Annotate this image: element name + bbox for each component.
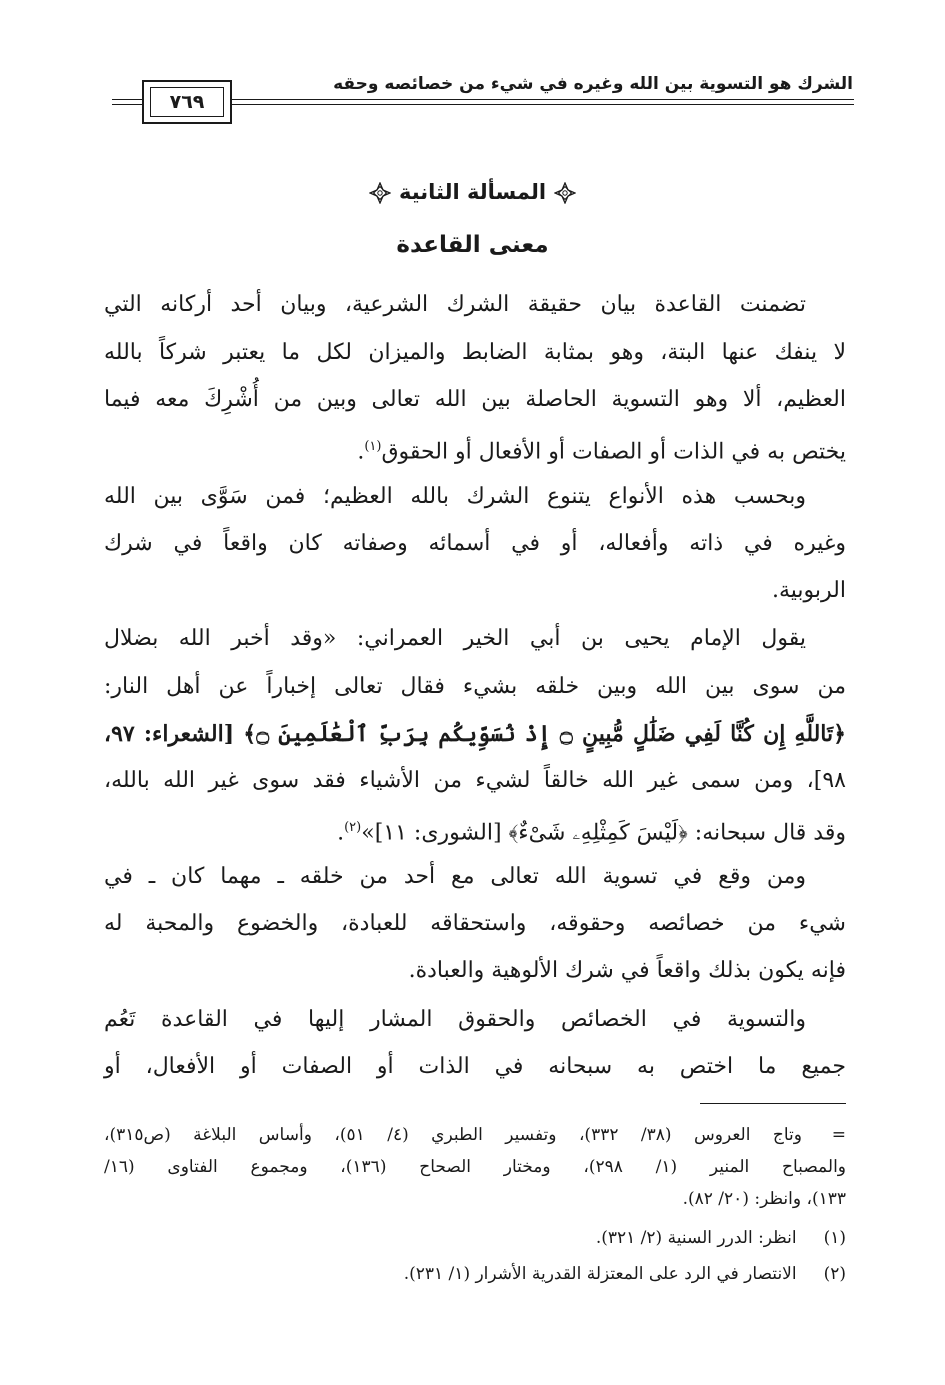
footnote-mark: (٢): [823, 1264, 846, 1284]
ornament-icon: [554, 182, 576, 204]
page-number: ٧٦٩: [150, 87, 224, 117]
body-line: ٩٨]، ومن سمى غير الله خالقاً لشيء من الأشياء فقد سوى غير الله بالله،: [104, 768, 846, 793]
page-number-frame: [142, 80, 232, 124]
footnote-mark: (١): [823, 1228, 846, 1248]
body-line: ومن وقع في تسوية الله تعالى مع أحد من خلقه ـ مهما كان ـ في: [104, 864, 806, 889]
body-line: شيء من خصائصه وحقوقه، واستحقاقه للعبادة، والخضوع والمحبة له: [104, 911, 846, 936]
header-rule: [232, 99, 854, 100]
footnote-continuation-line: ١٣٣)، وانظر: (٢٠/ ٨٢).: [682, 1189, 846, 1209]
body-line-with-note: يختص به في الذات أو الصفات أو الأفعال أو الحقوق$^{(١)}$.: [357, 439, 846, 465]
footnote-ref: (١): [364, 439, 382, 454]
body-line: يختص به في الذات أو الصفات أو الأفعال أو الحقوق: [381, 439, 846, 465]
section-title-row: [0, 180, 945, 204]
header-rule: [232, 104, 854, 105]
quran-line: ﴿تَاللَّهِ إِن كُنَّا لَفِي ضَلَٰلٍ مُّبِينٍ ۝ إِذْ نُسَوِّيكُم بِرَبِّ ٱلْعَٰلَمِينَ ۝﴾ [الشعراء: ٩٧،: [104, 721, 847, 747]
body-line: والتسوية في الخصائص والحقوق المشار إليها في القاعدة تَعُم: [104, 1007, 806, 1032]
footnote-text: الانتصار في الرد على المعتزلة القدرية الأشرار (١/ ٢٣١).: [403, 1264, 797, 1284]
section-subtitle: معنى القاعدة: [396, 232, 549, 258]
section-title: المسألة الثانية: [398, 180, 547, 204]
body-line: وغيره في ذاته وأفعاله، أو في أسمائه وصفاته كان واقعاً في شرك: [104, 531, 846, 556]
body-line: وبحسب هذه الأنواع يتنوع الشرك بالله العظيم؛ فمن سَوَّى بين الله: [104, 484, 806, 509]
body-line: وقد قال سبحانه: ﴿لَيْسَ كَمِثْلِهِۦ شَىْءٌ﴾ [الشورى: ١١]»: [361, 820, 846, 846]
footnote-2: [104, 1262, 846, 1286]
footnote-ref: (٢): [344, 820, 362, 835]
footnote-text: انظر: الدرر السنية (٢/ ٣٢١).: [595, 1228, 797, 1248]
body-line: فإنه يكون بذلك واقعاً في شرك الألوهية والعبادة.: [408, 958, 846, 983]
body-line: جميع ما اختص به سبحانه في الذات أو الصفات أو الأفعال، أو: [104, 1054, 846, 1079]
body-line: تضمنت القاعدة بيان حقيقة الشرك الشرعية، وبيان أحد أركانه التي: [104, 292, 806, 317]
footnote-separator: [700, 1103, 846, 1104]
running-title: الشرك هو التسوية بين الله وغيره في شيء من خصائصه وحقه: [333, 74, 853, 94]
footnote-continuation-line: والمصباح المنير (١/ ٢٩٨)، ومختار الصحاح (١٣٦)، ومجموع الفتاوى (١٦/: [104, 1157, 846, 1177]
footnote-1: [104, 1226, 846, 1250]
ornament-icon: [369, 182, 391, 204]
header-rule: [112, 99, 142, 100]
body-line: لا ينفك عنها البتة، وهو بمثابة الضابط والميزان لكل ما يعتبر شركاً بالله: [104, 340, 846, 365]
body-line: الربوبية.: [772, 578, 846, 603]
header-rule: [112, 104, 142, 105]
footnote-text: وتاج العروس (٣٨/ ٣٣٢)، وتفسير الطبري (٤/ ٥١)، وأساس البلاغة (ص٣١٥)،: [104, 1125, 802, 1145]
footnote-continuation-line: [104, 1123, 846, 1147]
continuation-mark: =: [831, 1125, 846, 1145]
body-line-with-note: وقد قال سبحانه: ﴿لَيْسَ كَمِثْلِهِۦ شَىْءٌ﴾ [الشورى: ١١]»$^{(٢)}$.: [337, 820, 846, 846]
body-line: يقول الإمام يحيى بن أبي الخير العمراني: «وقد أخبر الله بضلال: [104, 626, 806, 651]
body-line: من سوى بين الله وبين خلقه بشيء فقال تعالى إخباراً عن أهل النار:: [104, 674, 846, 699]
body-line: العظيم، ألا وهو التسوية الحاصلة بين الله تعالى وبين من أُشْرِكَ معه فيما: [104, 387, 846, 412]
